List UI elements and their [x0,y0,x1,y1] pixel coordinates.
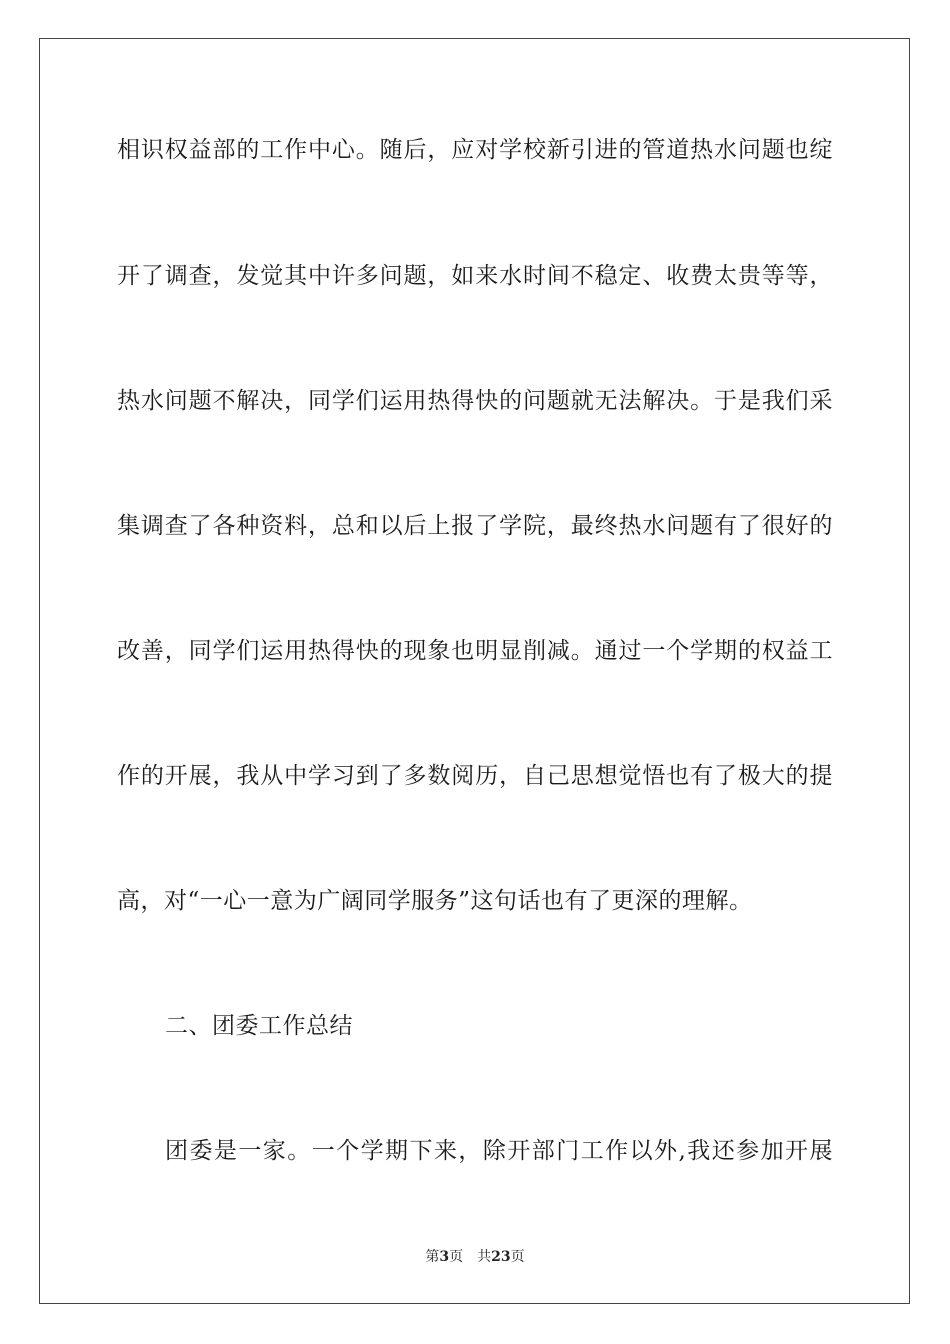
page-number: 3 [439,1249,450,1265]
page-footer [0,1248,950,1266]
paragraph-start: 团委是一家。一个学期下来，除开部门工作以外,我还参加开展 [165,1138,833,1164]
body-line-1: 相识权益部的工作中心。随后，应对学校新引进的管道热水问题也绽 [117,137,833,163]
section-heading: 二、团委工作总结 [165,1013,353,1039]
body-line-5: 改善，同学们运用热得快的现象也明显削减。通过一个学期的权益工 [117,638,833,664]
body-line-2: 开了调查，发觉其中许多问题，如来水时间不稳定、收费太贵等等， [117,263,833,289]
total-label-suffix: 页 [510,1249,525,1265]
body-line-7: 高，对“一心一意为广阔同学服务”这句话也有了更深的理解。 [117,888,753,914]
body-line-3: 热水问题不解决，同学们运用热得快的问题就无法解决。于是我们采 [117,388,833,414]
body-line-4: 集调查了各种资料，总和以后上报了学院，最终热水问题有了很好的 [117,513,833,539]
body-line-6: 作的开展，我从中学习到了多数阅历，自己思想觉悟也有了极大的提 [117,763,833,789]
page-label-suffix: 页 [449,1249,464,1265]
page-border [39,38,910,1304]
total-pages: 23 [491,1249,511,1265]
page-label-prefix: 第 [425,1249,440,1265]
total-label-prefix: 共 [477,1249,492,1265]
